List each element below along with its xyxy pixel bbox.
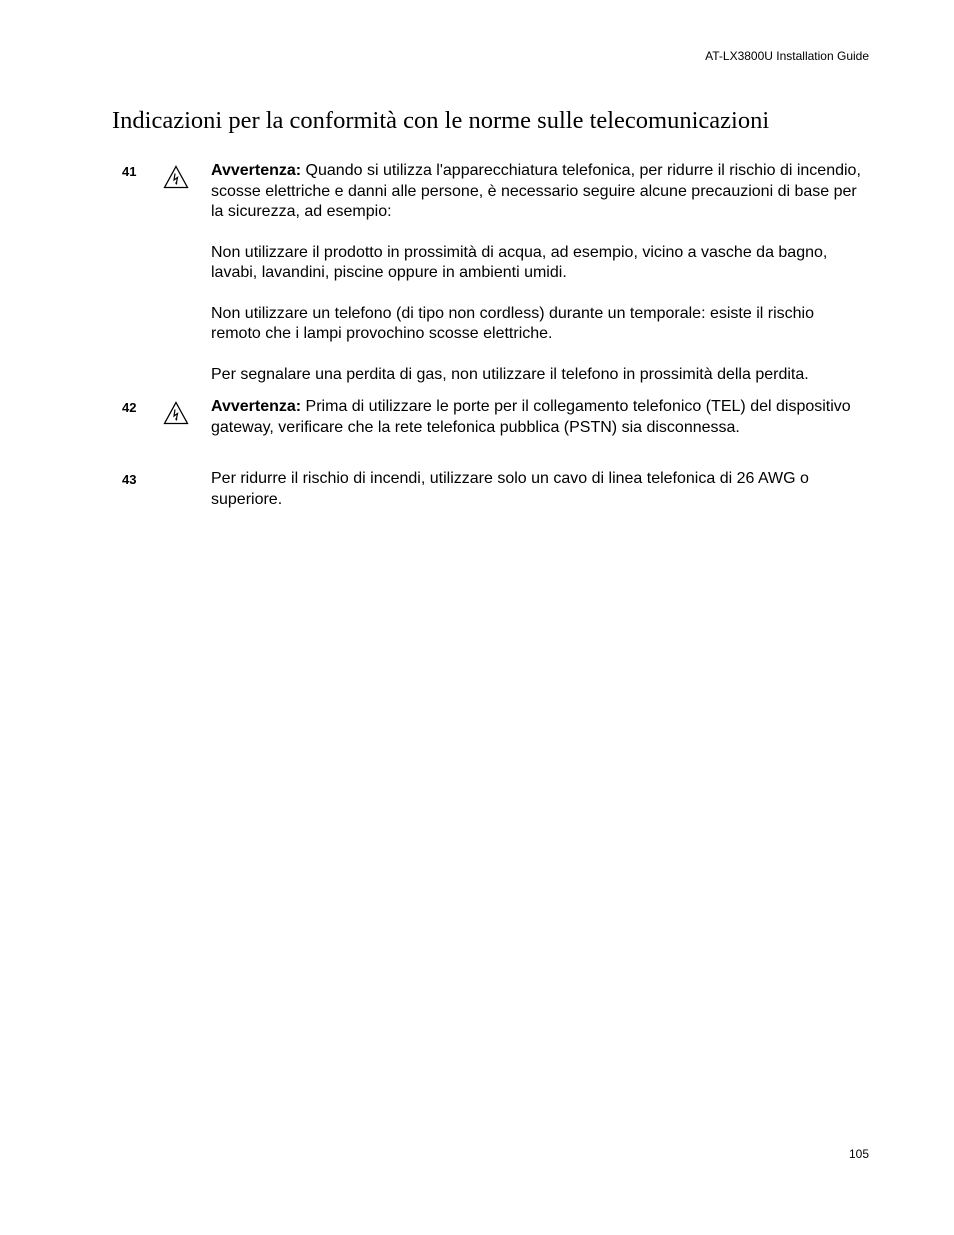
notice-body bbox=[211, 161, 861, 385]
notice-number: 42 bbox=[122, 400, 137, 415]
warning-label: Avvertenza: bbox=[211, 162, 302, 179]
running-header: AT-LX3800U Installation Guide bbox=[705, 49, 869, 63]
notice-paragraph: Per ridurre il rischio di incendi, utilizzare solo un cavo di linea telefonica di 26 AWG o superiore. bbox=[211, 470, 809, 508]
warning-lightning-icon bbox=[163, 401, 189, 425]
notice-number: 43 bbox=[122, 472, 137, 487]
page-title: Indicazioni per la conformità con le norme sulle telecomunicazioni bbox=[112, 107, 770, 134]
notice-paragraph: Per segnalare una perdita di gas, non utilizzare il telefono in prossimità della perdita. bbox=[211, 365, 809, 383]
notice-text: Prima di utilizzare le porte per il collegamento telefonico (TEL) del dispositivo gateway, verificare che la rete telefonica pubblica (PSTN) sia disconnessa. bbox=[211, 398, 851, 436]
page-number: 105 bbox=[848, 1147, 869, 1161]
notice-text: Quando si utilizza l'apparecchiatura telefonica, per ridurre il rischio di incendio, scosse elettriche e danni alle persone, è necessario seguire alcune precauzioni di base per la sicurezza, ad esempio: bbox=[211, 162, 861, 220]
notice-body bbox=[211, 469, 861, 510]
notice-paragraph: Non utilizzare un telefono (di tipo non cordless) durante un temporale: esiste il rischio remoto che i lampi provochino scosse elettriche. bbox=[211, 304, 814, 342]
warning-label: Avvertenza: bbox=[211, 398, 302, 415]
warning-lightning-icon bbox=[163, 165, 189, 189]
notice-body bbox=[211, 397, 861, 438]
notice-number: 41 bbox=[122, 164, 137, 179]
notice-paragraph bbox=[211, 161, 861, 223]
notice-paragraph bbox=[211, 397, 861, 438]
notice-paragraph: Non utilizzare il prodotto in prossimità di acqua, ad esempio, vicino a vasche da bagno, lavabi, lavandini, piscine oppure in ambienti umidi. bbox=[211, 243, 828, 281]
